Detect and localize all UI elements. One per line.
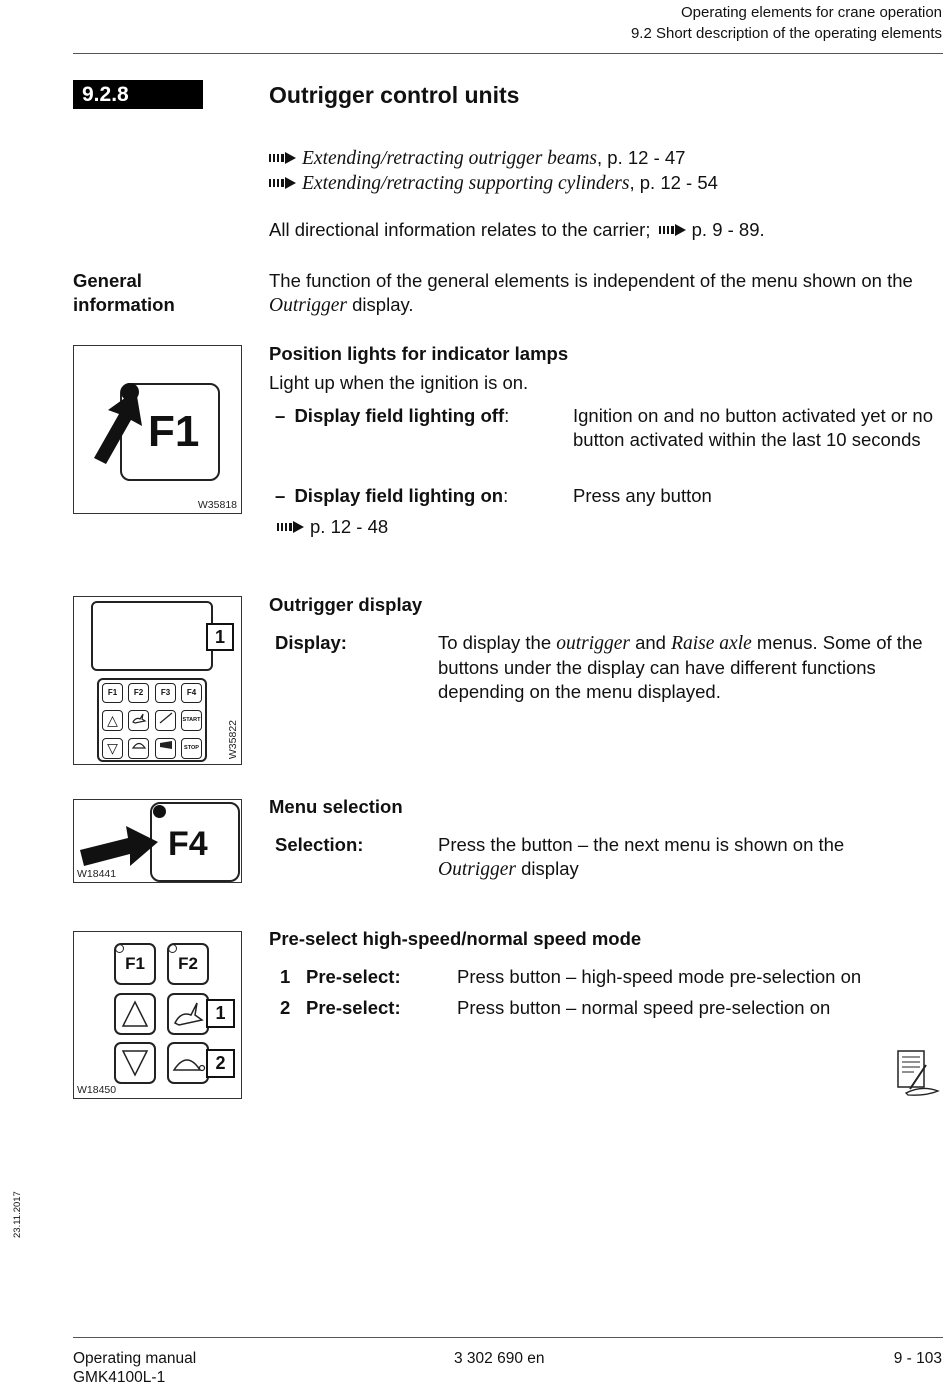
description-part: menus. Some of the buttons under the display can have different functions depending on the menu displayed. <box>438 632 923 702</box>
keypad-key: F4 <box>181 683 202 703</box>
indicator-lamp-icon <box>115 944 124 953</box>
description-italic: outrigger <box>556 633 630 654</box>
position-lights-reference <box>277 515 388 539</box>
list-colon: : <box>504 405 510 426</box>
footer-manual <box>73 1349 196 1387</box>
figure-code: W18441 <box>77 868 117 880</box>
keypad-key: ▽ <box>102 738 123 759</box>
list-label-text: Display field lighting on <box>294 485 504 506</box>
figure-f4-button <box>73 799 242 883</box>
reference-list <box>269 146 718 196</box>
down-triangle-key <box>114 1042 156 1084</box>
normal-speed-key <box>167 1042 209 1084</box>
key-label: F2 <box>178 954 198 973</box>
list-item-value: Press any button <box>573 485 712 506</box>
keypad-key: F2 <box>128 683 149 703</box>
display-description <box>438 631 943 704</box>
footer-rule <box>73 1337 943 1338</box>
reference-link[interactable] <box>269 171 718 196</box>
directional-page-link[interactable]: p. 9 - 89. <box>691 219 765 240</box>
reference-text: Extending/retracting outrigger beams <box>302 148 597 169</box>
general-text-part: display. <box>352 294 414 315</box>
list-dash: – <box>275 485 286 506</box>
reference-link[interactable] <box>269 146 718 171</box>
up-triangle-key <box>114 993 156 1035</box>
footer-model: GMK4100L-1 <box>73 1369 166 1386</box>
figure-outrigger-display <box>73 596 242 765</box>
keypad-key: F1 <box>102 683 123 703</box>
keypad-key: △ <box>102 710 123 731</box>
heading-preselect: Pre-select high-speed/normal speed mode <box>269 928 642 949</box>
f1-key-label: F1 <box>148 407 200 456</box>
side-date: 23.11.2017 <box>12 1191 23 1238</box>
list-item-label <box>275 484 508 508</box>
side-heading-line: General <box>73 270 142 291</box>
rabbit-icon <box>128 710 149 731</box>
rabbit-icon <box>169 995 207 1033</box>
f4-key-label: F4 <box>168 825 208 863</box>
keypad-key: STOP <box>181 738 202 759</box>
reference-arrow-icon <box>659 224 687 236</box>
item-number: 2 <box>280 997 291 1018</box>
turtle-icon <box>169 1044 207 1082</box>
horn-icon <box>155 738 176 759</box>
figure-code: W18450 <box>77 1084 117 1096</box>
header-chapter: Operating elements for crane operation <box>681 4 942 21</box>
list-item-label <box>275 404 509 428</box>
indicator-lamp-icon <box>153 805 166 818</box>
general-text <box>269 269 943 318</box>
heading-position-lights: Position lights for indicator lamps <box>269 343 569 364</box>
high-speed-key <box>167 993 209 1035</box>
header-section: 9.2 Short description of the operating elements <box>630 25 942 42</box>
key-label: F1 <box>125 954 145 973</box>
item-number: 1 <box>280 966 291 987</box>
reference-page: , p. 12 - 54 <box>629 172 718 193</box>
description-italic: Raise axle <box>671 633 752 654</box>
pointer-arrow-icon <box>86 388 146 468</box>
indicator-lamp-icon <box>168 944 177 953</box>
running-header <box>631 2 942 44</box>
reference-arrow-icon <box>277 521 305 533</box>
pointer-arrow-icon <box>80 822 160 870</box>
figure-preselect-keys <box>73 931 242 1099</box>
triangle-up-icon <box>116 995 154 1033</box>
callout-number: 1 <box>206 999 235 1028</box>
footer-doc-number: 3 302 690 en <box>454 1350 545 1367</box>
description-italic: Outrigger <box>438 859 516 880</box>
section-number: 9.2.8 <box>73 80 203 109</box>
angle-icon <box>155 710 176 731</box>
section-title: Outrigger control units <box>269 82 520 108</box>
selection-description <box>438 833 943 882</box>
position-lights-intro: Light up when the ignition is on. <box>269 372 529 393</box>
general-text-italic: Outrigger <box>269 295 347 316</box>
header-rule <box>73 53 943 54</box>
description-part: To display the <box>438 632 552 653</box>
side-heading-general <box>73 269 175 317</box>
callout-number: 1 <box>206 623 234 651</box>
directional-note <box>269 218 765 242</box>
heading-menu-selection: Menu selection <box>269 796 403 817</box>
list-dash: – <box>275 405 286 426</box>
reference-arrow-icon <box>269 177 297 189</box>
list-label-text: Display field lighting off <box>294 405 505 426</box>
list-colon: : <box>503 485 509 506</box>
reference-page: , p. 12 - 47 <box>597 147 686 168</box>
reference-page-link[interactable]: p. 12 - 48 <box>310 516 389 537</box>
figure-f1-button <box>73 345 242 514</box>
figure-code: W35822 <box>227 720 239 760</box>
item-value: Press button – normal speed pre-selection on <box>457 997 831 1018</box>
figure-code: W35818 <box>197 499 237 511</box>
keypad-key: START <box>181 710 202 731</box>
item-label: Pre-select: <box>306 997 401 1018</box>
display-screen <box>91 601 213 671</box>
callout-number: 2 <box>206 1049 235 1078</box>
item-label: Pre-select: <box>306 966 401 987</box>
footer-manual-title: Operating manual <box>73 1350 197 1367</box>
keypad-key: F3 <box>155 683 176 703</box>
triangle-down-icon <box>116 1044 154 1082</box>
side-heading-line: information <box>73 294 175 315</box>
selection-label: Selection: <box>275 834 364 855</box>
description-part: and <box>635 632 666 653</box>
reference-text: Extending/retracting supporting cylinders <box>302 173 630 194</box>
display-label: Display: <box>275 632 347 653</box>
turtle-icon <box>128 738 149 759</box>
heading-outrigger-display: Outrigger display <box>269 594 423 615</box>
directional-text: All directional information relates to the carrier; <box>269 219 651 240</box>
reference-arrow-icon <box>269 152 297 164</box>
description-part: display <box>521 858 579 879</box>
footer-page-number: 9 - 103 <box>893 1350 942 1367</box>
item-value: Press button – high-speed mode pre-selection on <box>457 966 862 987</box>
description-part: Press the button – the next menu is shown on the <box>438 834 845 855</box>
general-text-part: The function of the general elements is independent of the menu shown on the <box>269 270 913 291</box>
list-item-value: Ignition on and no button activated yet or no button activated within the last 10 seconds <box>573 405 933 450</box>
manual-reference-icon <box>896 1049 942 1097</box>
